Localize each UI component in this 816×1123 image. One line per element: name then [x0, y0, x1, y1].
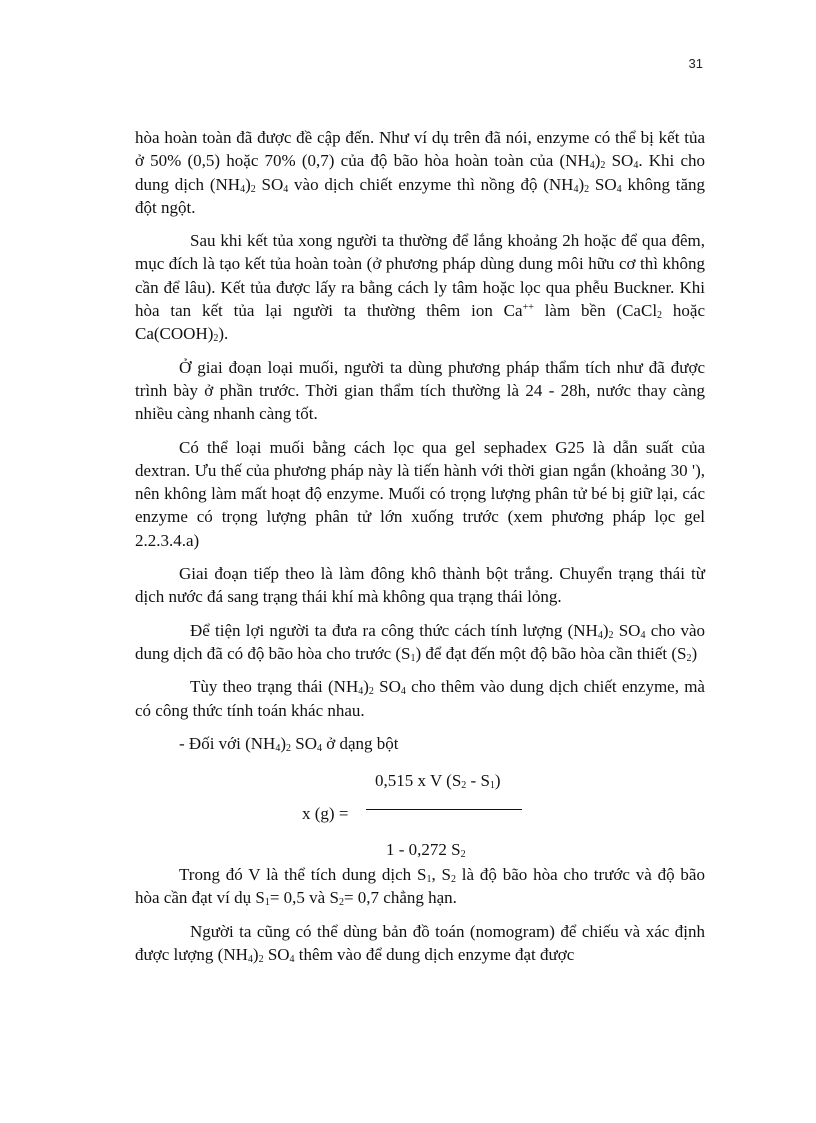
- paragraph-10: Người ta cũng có thể dùng bản đồ toán (nomogram) để chiếu và xác định được lượng $(NH_4)_2$ $SO_4$ thêm vào để dung dịch enzyme đạt được: [135, 921, 705, 966]
- paragraph-6: Để tiện lợi người ta đưa ra công thức cách tính lượng $(NH_4)_2$ $SO_4$ cho vào dung dịch đã có độ bão hòa cho trước $(S_1)$ để đạt đến một độ bão hòa cần thiết $(S_2)$: [135, 620, 706, 664]
- page-number: 31: [688, 56, 703, 71]
- paragraph-7: Tùy theo trạng thái $(NH_4)_2$ $SO_4$ cho thêm vào dung dịch chiết enzyme, mà có công thức tính toán khác nhau.: [135, 677, 705, 720]
- paragraph-9: Trong đó V là thể tích dung dịch $S_1$, $S_2$ là độ bão hòa cho trước và độ bão hòa cần đạt ví dụ $S_1= 0,5$ và $S_2= 0,7$ chẳng hạn.: [135, 865, 705, 909]
- formula-lhs: x (g) =: [302, 804, 349, 824]
- formula: [135, 767, 705, 863]
- fraction-bar: [366, 809, 522, 810]
- paragraph-2: Sau khi kết tủa xong người ta thường để lắng khoảng 2h hoặc để qua đêm, mục đích là tạo kết tủa hoàn toàn (ở phương pháp dùng dung môi hữu cơ thì không cần để lâu). Kết tủa được lấy ra bằng cách ly tâm hoặc lọc qua phễu Buckner. Khi hòa tan kết tủa lại người ta thường thêm ion Ca++ làm bền (CaCl$_2$ hoặc $Ca(COOH)_2$).: [135, 231, 705, 345]
- paragraph-4: Có thể loại muối bằng cách lọc qua gel sephadex G25 là dẫn suất của dextran. Ưu thế của phương pháp này là tiến hành với thời gian ngắn (khoảng 30 '), nên không làm mất hoạt độ enzyme. Muối có trọng lượng phân tử bé bị giữ lại, các enzyme có trọng lượng phân tử lớn xuống trước (xem phương pháp lọc gel 2.2.3.4.a): [135, 437, 705, 550]
- paragraph-8: - Đối với $(NH_4)_2$ $SO_4$ ở dạng bột: [179, 733, 399, 754]
- paragraph-5: Giai đoạn tiếp theo là làm đông khô thành bột trắng. Chuyển trạng thái từ dịch nước đá sang trạng thái khí mà không qua trạng thái lỏng.: [135, 564, 705, 607]
- formula-numerator: 0,515 x V $(S_2 - S_1)$: [375, 771, 501, 792]
- paragraph-3: Ở giai đoạn loại muối, người ta dùng phương pháp thẩm tích như đã được trình bày ở phần trước. Thời gian thẩm tích thường là 24 - 28h, nước thay càng nhiều càng nhanh càng tốt.: [135, 357, 705, 424]
- formula-denominator: 1 - 0,272 $S_2$: [386, 840, 466, 861]
- paragraph-1: hòa hoàn toàn đã được đề cập đến. Như ví dụ trên đã nói, enzyme có thể bị kết tủa ở 50% (0,5) hoặc 70% (0,7) của độ bão hòa hoàn toàn của $(NH_4)_2$ $SO_4$. Khi cho dung dịch $(NH_4)_2$ $SO_4$ vào dịch chiết enzyme thì nồng độ $(NH_4)_2$ $SO_4$ không tăng đột ngột.: [135, 128, 706, 217]
- page-body: [135, 126, 705, 966]
